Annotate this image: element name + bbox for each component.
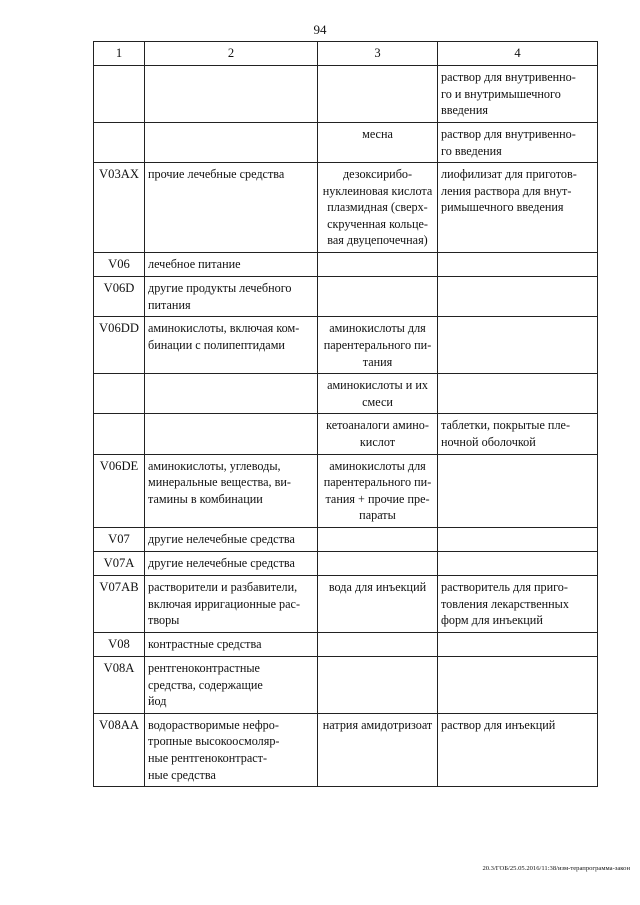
- header-col-4: 4: [438, 42, 598, 66]
- row-name: другие нелечебные средства: [145, 552, 318, 576]
- row-code: [94, 122, 145, 162]
- row-dosage-form: растворитель для приго- товления лекарственных форм для инъекций: [438, 576, 598, 633]
- row-name: [145, 414, 318, 454]
- row-dosage-form: [438, 454, 598, 527]
- table-row: [94, 277, 598, 317]
- row-code: [94, 374, 145, 414]
- row-form-name: [318, 657, 438, 714]
- row-form-name: натрия амидотризоат: [318, 713, 438, 786]
- table-header-row: [94, 42, 598, 66]
- row-form-name: дезоксирибо- нуклеиновая кислота плазмидная (сверх- скрученная кольце- вая двуцепочечная): [318, 163, 438, 253]
- header-col-1: 1: [94, 42, 145, 66]
- row-form-name: аминокислоты и их смеси: [318, 374, 438, 414]
- row-code: V07A: [94, 552, 145, 576]
- row-dosage-form: [438, 552, 598, 576]
- table-row: [94, 253, 598, 277]
- row-name: [145, 66, 318, 123]
- row-dosage-form: раствор для внутривенно- го введения: [438, 122, 598, 162]
- table-row: [94, 552, 598, 576]
- table-row: [94, 527, 598, 551]
- row-dosage-form: [438, 277, 598, 317]
- row-dosage-form: [438, 527, 598, 551]
- row-form-name: месна: [318, 122, 438, 162]
- row-form-name: [318, 253, 438, 277]
- table-row: [94, 657, 598, 714]
- row-name: рентгеноконтрастные средства, содержащие йод: [145, 657, 318, 714]
- row-code: [94, 66, 145, 123]
- row-form-name: аминокислоты для парентерального пи- тания + прочие пре- параты: [318, 454, 438, 527]
- row-code: V08AA: [94, 713, 145, 786]
- row-code: V08: [94, 632, 145, 656]
- row-form-name: [318, 552, 438, 576]
- table-row: [94, 632, 598, 656]
- row-form-name: [318, 632, 438, 656]
- row-dosage-form: раствор для инъекций: [438, 713, 598, 786]
- table-row: [94, 713, 598, 786]
- row-code: V06DD: [94, 317, 145, 374]
- row-name: лечебное питание: [145, 253, 318, 277]
- row-name: [145, 374, 318, 414]
- drug-table: [93, 41, 598, 787]
- row-dosage-form: [438, 657, 598, 714]
- table-row: [94, 66, 598, 123]
- row-form-name: [318, 527, 438, 551]
- table-row: [94, 374, 598, 414]
- row-form-name: аминокислоты для парентерального пи- тания: [318, 317, 438, 374]
- row-form-name: [318, 277, 438, 317]
- row-dosage-form: лиофилизат для приготов- ления раствора для внут- римышечного введения: [438, 163, 598, 253]
- row-code: V06: [94, 253, 145, 277]
- table-row: [94, 122, 598, 162]
- row-name: контрастные средства: [145, 632, 318, 656]
- row-dosage-form: таблетки, покрытые пле- ночной оболочкой: [438, 414, 598, 454]
- row-code: V07: [94, 527, 145, 551]
- footer-doc-stamp: 20.3/ГОБ/25.05.2016/11:38/изм-терапрограмма-закон: [482, 865, 630, 872]
- row-name: другие нелечебные средства: [145, 527, 318, 551]
- row-name: [145, 122, 318, 162]
- row-form-name: [318, 66, 438, 123]
- page-number: 94: [313, 22, 327, 37]
- table-row: [94, 576, 598, 633]
- row-name: прочие лечебные средства: [145, 163, 318, 253]
- row-name: другие продукты лечебного питания: [145, 277, 318, 317]
- table-row: [94, 317, 598, 374]
- row-dosage-form: [438, 632, 598, 656]
- row-name: водорастворимые нефро- тропные высокоосмоляр- ные рентгеноконтраст- ные средства: [145, 713, 318, 786]
- table-row: [94, 454, 598, 527]
- header-col-2: 2: [145, 42, 318, 66]
- row-code: V08A: [94, 657, 145, 714]
- row-form-name: вода для инъекций: [318, 576, 438, 633]
- table-row: [94, 414, 598, 454]
- row-dosage-form: [438, 374, 598, 414]
- row-code: [94, 414, 145, 454]
- row-name: растворители и разбавители, включая ирригационные рас- творы: [145, 576, 318, 633]
- row-code: V06D: [94, 277, 145, 317]
- table-row: [94, 163, 598, 253]
- row-dosage-form: [438, 317, 598, 374]
- row-form-name: кетоаналоги амино- кислот: [318, 414, 438, 454]
- row-dosage-form: раствор для внутривенно- го и внутримышечного введения: [438, 66, 598, 123]
- row-name: аминокислоты, включая ком- бинации с полипептидами: [145, 317, 318, 374]
- row-name: аминокислоты, углеводы, минеральные вещества, ви- тамины в комбинации: [145, 454, 318, 527]
- header-col-3: 3: [318, 42, 438, 66]
- row-code: V06DE: [94, 454, 145, 527]
- row-dosage-form: [438, 253, 598, 277]
- row-code: V03AX: [94, 163, 145, 253]
- row-code: V07AB: [94, 576, 145, 633]
